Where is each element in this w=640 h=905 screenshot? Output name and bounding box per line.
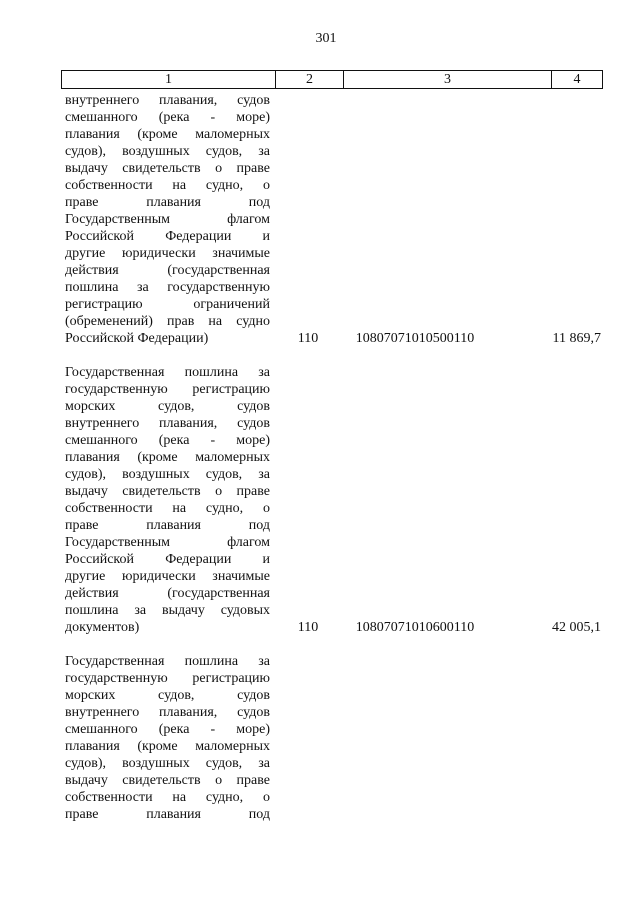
- description-line: Государственная пошлина за: [65, 365, 270, 380]
- header-col-1: 1: [62, 71, 276, 88]
- description-line: внутреннего плавания, судов: [65, 705, 270, 720]
- description-line: государственную регистрацию: [65, 382, 270, 397]
- description-line: государственную регистрацию: [65, 671, 270, 686]
- description-line: внутреннего плавания, судов: [65, 93, 270, 108]
- description-line: собственности на судно, о: [65, 501, 270, 516]
- description-line: действия (государственная: [65, 263, 270, 278]
- description-line: судов), воздушных судов, за: [65, 467, 270, 482]
- admin-code: 110: [297, 331, 319, 346]
- page-number: 301: [315, 31, 337, 46]
- description-line: документов): [65, 620, 140, 635]
- budget-code: 10807071010600110: [355, 620, 475, 635]
- description-line: морских судов, судов: [65, 688, 270, 703]
- description-line: другие юридически значимые: [65, 569, 270, 584]
- description-line: Российской Федерации и: [65, 229, 270, 244]
- header-col-4: 4: [573, 71, 581, 87]
- description-line: действия (государственная: [65, 586, 270, 601]
- description-line: Государственная пошлина за: [65, 654, 270, 669]
- description-line: (обременений) прав на судно: [65, 314, 270, 329]
- header-col-2: 2: [276, 71, 344, 88]
- description-line: выдачу свидетельств о праве: [65, 773, 270, 788]
- description-line: смешанного (река - море): [65, 110, 270, 125]
- description-line: праве плавания под: [65, 807, 270, 822]
- description-line: регистрацию ограничений: [65, 297, 270, 312]
- row-description: [65, 653, 270, 823]
- description-line: собственности на судно, о: [65, 178, 270, 193]
- description-line: судов), воздушных судов, за: [65, 756, 270, 771]
- description-line: пошлина за выдачу судовых: [65, 603, 270, 618]
- header-col-3: 3: [344, 71, 552, 88]
- description-line: выдачу свидетельств о праве: [65, 484, 270, 499]
- description-line: смешанного (река - море): [65, 722, 270, 737]
- row-description: [65, 92, 270, 347]
- amount-value: 11 869,7: [552, 331, 601, 346]
- description-line: праве плавания под: [65, 518, 270, 533]
- description-line: пошлина за государственную: [65, 280, 270, 295]
- description-line: смешанного (река - море): [65, 433, 270, 448]
- budget-code: 10807071010500110: [355, 331, 475, 346]
- description-line: выдачу свидетельств о праве: [65, 161, 270, 176]
- description-line: праве плавания под: [65, 195, 270, 210]
- description-line: собственности на судно, о: [65, 790, 270, 805]
- amount-value: 42 005,1: [552, 620, 601, 635]
- row-description: [65, 364, 270, 636]
- description-line: Государственным флагом: [65, 212, 270, 227]
- description-line: морских судов, судов: [65, 399, 270, 414]
- description-line: судов), воздушных судов, за: [65, 144, 270, 159]
- description-line: плавания (кроме маломерных: [65, 127, 270, 142]
- description-line: другие юридически значимые: [65, 246, 270, 261]
- table-header: [61, 70, 603, 89]
- admin-code: 110: [297, 620, 319, 635]
- description-line: плавания (кроме маломерных: [65, 450, 270, 465]
- description-line: внутреннего плавания, судов: [65, 416, 270, 431]
- description-line: Российской Федерации и: [65, 552, 270, 567]
- description-line: Российской Федерации): [65, 331, 209, 346]
- description-line: плавания (кроме маломерных: [65, 739, 270, 754]
- description-line: Государственным флагом: [65, 535, 270, 550]
